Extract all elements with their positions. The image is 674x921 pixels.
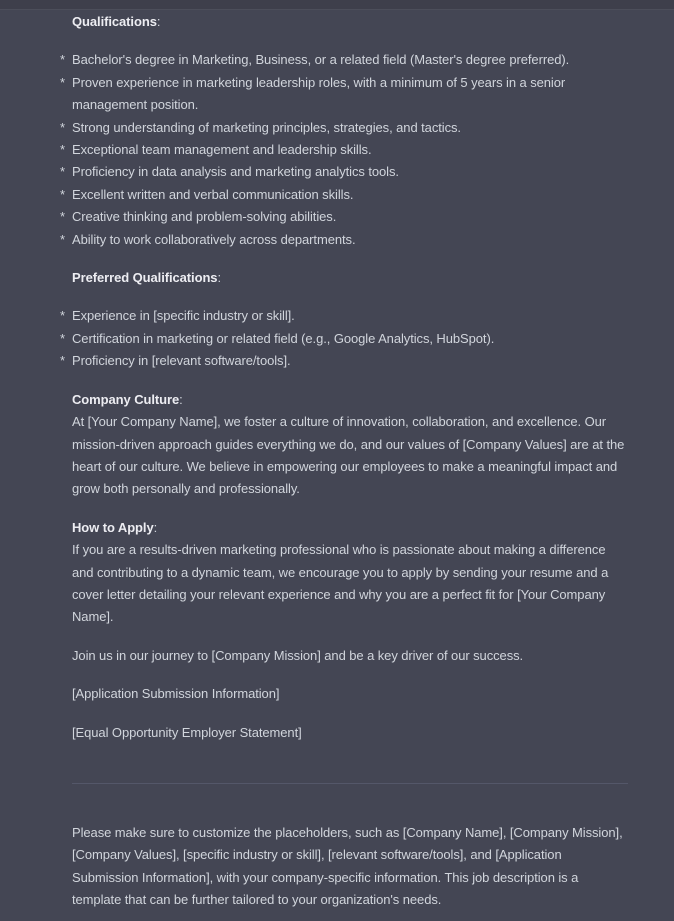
list-item-text: Proficiency in [relevant software/tools]. [72, 353, 291, 369]
heading-colon: : [179, 391, 183, 407]
list-item [60, 229, 628, 251]
list-item [60, 328, 628, 350]
bullet-marker: * [60, 74, 65, 90]
application-submission-placeholder: [Application Submission Information] [72, 686, 280, 702]
list-item [60, 161, 628, 183]
how-to-apply-heading-text: How to Apply [72, 519, 154, 535]
bullet-marker: * [60, 209, 65, 225]
previous-message-row-edge [0, 0, 674, 10]
equal-opportunity-placeholder: [Equal Opportunity Employer Statement] [72, 724, 302, 740]
qualifications-heading [72, 11, 628, 33]
heading-colon: : [217, 270, 222, 286]
list-item-text: Exceptional team management and leadership skills. [72, 142, 372, 158]
bullet-marker: * [60, 119, 65, 135]
list-item [60, 206, 628, 228]
list-item [60, 139, 628, 161]
company-culture-heading-text: Company Culture [72, 391, 180, 407]
qualifications-heading-text: Qualifications [72, 14, 157, 29]
list-item [60, 350, 628, 372]
how-to-apply-paragraph [72, 517, 628, 629]
heading-colon: : [153, 519, 158, 535]
preferred-qualifications-list [60, 305, 628, 372]
list-item [60, 49, 628, 71]
list-item [60, 184, 628, 206]
bullet-marker: * [60, 142, 65, 158]
heading-colon: : [156, 14, 161, 29]
list-item-text: Bachelor's degree in Marketing, Business, or a related field (Master's degree preferred). [72, 52, 570, 68]
join-us-line: Join us in our journey to [Company Mission] and be a key driver of our success. [72, 647, 524, 663]
qualifications-list [60, 49, 628, 251]
bullet-marker: * [60, 353, 65, 369]
list-item-text: Certification in marketing or related field (e.g., Google Analytics, HubSpot). [72, 330, 495, 346]
bullet-marker: * [60, 52, 65, 68]
list-item-text: Experience in [specific industry or skill]. [72, 308, 295, 324]
section-divider [72, 783, 628, 784]
job-description-content [0, 10, 628, 912]
list-item-text: Ability to work collaboratively across departments. [72, 231, 356, 247]
customization-note: Please make sure to customize the placeholders, such as [Company Name], [Company Mission], [Company Values], [specific industry or skill], [relevant software/tools], and [Application Submission Information], with your company-specific information. This job description is a template that can be further tailored to your organization's needs. [72, 824, 623, 908]
list-item-text: Proficiency in data analysis and marketing analytics tools. [72, 164, 399, 180]
list-item [60, 72, 628, 117]
list-item-text: Creative thinking and problem-solving abilities. [72, 209, 337, 225]
list-item-text: Excellent written and verbal communication skills. [72, 186, 354, 202]
company-culture-body: At [Your Company Name], we foster a culture of innovation, collaboration, and excellence. Our mission-driven approach guides everything we do, and our values of [Company Values] are at the heart of our culture. We believe in empowering our employees to make a meaningful impact and grow both personally and professionally. [72, 414, 625, 497]
list-item [60, 117, 628, 139]
preferred-qualifications-heading [72, 267, 628, 289]
company-culture-paragraph [72, 389, 628, 501]
list-item-text: Proven experience in marketing leadership roles, with a minimum of 5 years in a senior management position. [72, 74, 566, 113]
bullet-marker: * [60, 164, 65, 180]
bullet-marker: * [60, 186, 65, 202]
bullet-marker: * [60, 330, 65, 346]
bullet-marker: * [60, 308, 65, 324]
list-item-text: Strong understanding of marketing principles, strategies, and tactics. [72, 119, 461, 135]
how-to-apply-body: If you are a results-driven marketing professional who is passionate about making a difference and contributing to a dynamic team, we encourage you to apply by sending your resume and a cover letter detailing your relevant experience and why you are a perfect fit for [Your Company Name]. [72, 542, 609, 625]
preferred-qualifications-heading-text: Preferred Qualifications [72, 270, 218, 286]
bullet-marker: * [60, 231, 65, 247]
list-item [60, 305, 628, 327]
